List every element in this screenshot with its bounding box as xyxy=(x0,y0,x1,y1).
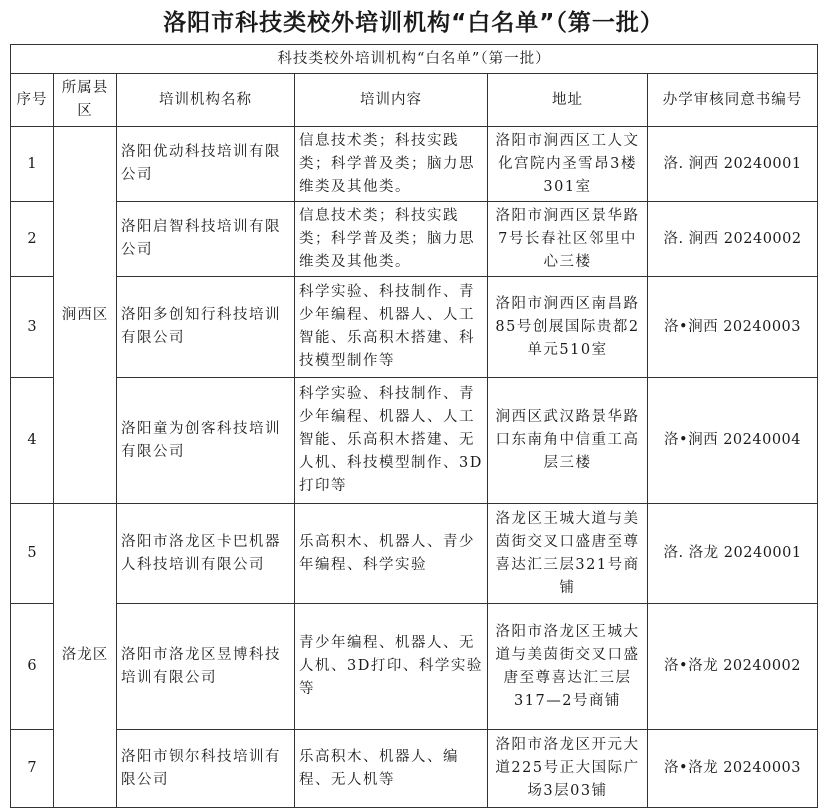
table-row xyxy=(11,127,818,202)
district-cell: 洛龙区 xyxy=(54,504,117,808)
row-index: 7 xyxy=(11,730,54,808)
license-number: 洛•洛龙 20240003 xyxy=(648,730,818,808)
row-index: 4 xyxy=(11,378,54,504)
license-number: 洛. 涧西 20240001 xyxy=(648,127,818,202)
header-district: 所属县区 xyxy=(54,74,117,127)
header-content: 培训内容 xyxy=(295,74,488,127)
header-license: 办学审核同意书编号 xyxy=(648,74,818,127)
table-row xyxy=(11,504,818,604)
header-address: 地址 xyxy=(488,74,648,127)
header-row xyxy=(11,74,818,127)
address: 洛阳市涧西区景华路7号长春社区邻里中心三楼 xyxy=(488,202,648,277)
table-row xyxy=(11,202,818,277)
table-caption: 科技类校外培训机构“白名单”（第一批） xyxy=(11,45,818,74)
address: 洛龙区王城大道与美茵街交叉口盛唐至尊喜达汇三层321号商铺 xyxy=(488,504,648,604)
header-name: 培训机构名称 xyxy=(117,74,295,127)
license-number: 洛•涧西 20240004 xyxy=(648,378,818,504)
table-row xyxy=(11,378,818,504)
org-name: 洛阳童为创客科技培训有限公司 xyxy=(117,378,295,504)
address: 涧西区武汉路景华路口东南角中信重工高层三楼 xyxy=(488,378,648,504)
training-content: 乐高积木、机器人、青少年编程、科学实验 xyxy=(295,504,488,604)
training-content: 科学实验、科技制作、青少年编程、机器人、人工智能、乐高积木搭建、无人机、科技模型制作、3D打印等 xyxy=(295,378,488,504)
license-number: 洛•洛龙 20240002 xyxy=(648,604,818,730)
org-name: 洛阳优动科技培训有限公司 xyxy=(117,127,295,202)
table-caption-row xyxy=(11,45,818,74)
row-index: 5 xyxy=(11,504,54,604)
address: 洛阳市洛龙区王城大道与美茵街交叉口盛唐至尊喜达汇三层317—2号商铺 xyxy=(488,604,648,730)
row-index: 3 xyxy=(11,277,54,378)
training-content: 科学实验、科技制作、青少年编程、机器人、人工智能、乐高积木搭建、科技模型制作等 xyxy=(295,277,488,378)
document-title: 洛阳市科技类校外培训机构“白名单”（第一批） xyxy=(163,10,664,36)
training-content: 信息技术类；科技实践类；科学普及类；脑力思维类及其他类。 xyxy=(295,202,488,277)
org-name: 洛阳多创知行科技培训有限公司 xyxy=(117,277,295,378)
org-name: 洛阳市洛龙区卡巴机器人科技培训有限公司 xyxy=(117,504,295,604)
license-number: 洛. 涧西 20240002 xyxy=(648,202,818,277)
row-index: 1 xyxy=(11,127,54,202)
header-index: 序号 xyxy=(11,74,54,127)
org-name: 洛阳市洛龙区昱博科技培训有限公司 xyxy=(117,604,295,730)
table-row xyxy=(11,730,818,808)
training-content: 乐高积木、机器人、编程、无人机等 xyxy=(295,730,488,808)
license-number: 洛•涧西 20240003 xyxy=(648,277,818,378)
training-content: 青少年编程、机器人、无人机、3D打印、科学实验等 xyxy=(295,604,488,730)
org-name: 洛阳启智科技培训有限公司 xyxy=(117,202,295,277)
training-content: 信息技术类；科技实践类；科学普及类；脑力思维类及其他类。 xyxy=(295,127,488,202)
district-cell: 涧西区 xyxy=(54,127,117,504)
address: 洛阳市洛龙区开元大道225号正大国际广场3层03铺 xyxy=(488,730,648,808)
table-row xyxy=(11,277,818,378)
license-number: 洛. 洛龙 20240001 xyxy=(648,504,818,604)
whitelist-table xyxy=(10,44,818,808)
row-index: 2 xyxy=(11,202,54,277)
org-name: 洛阳市钡尔科技培训有限公司 xyxy=(117,730,295,808)
address: 洛阳市涧西区工人文化宫院内圣雪昂3楼301室 xyxy=(488,127,648,202)
table-row xyxy=(11,604,818,730)
row-index: 6 xyxy=(11,604,54,730)
address: 洛阳市涧西区南昌路85号创展国际贵都2单元510室 xyxy=(488,277,648,378)
